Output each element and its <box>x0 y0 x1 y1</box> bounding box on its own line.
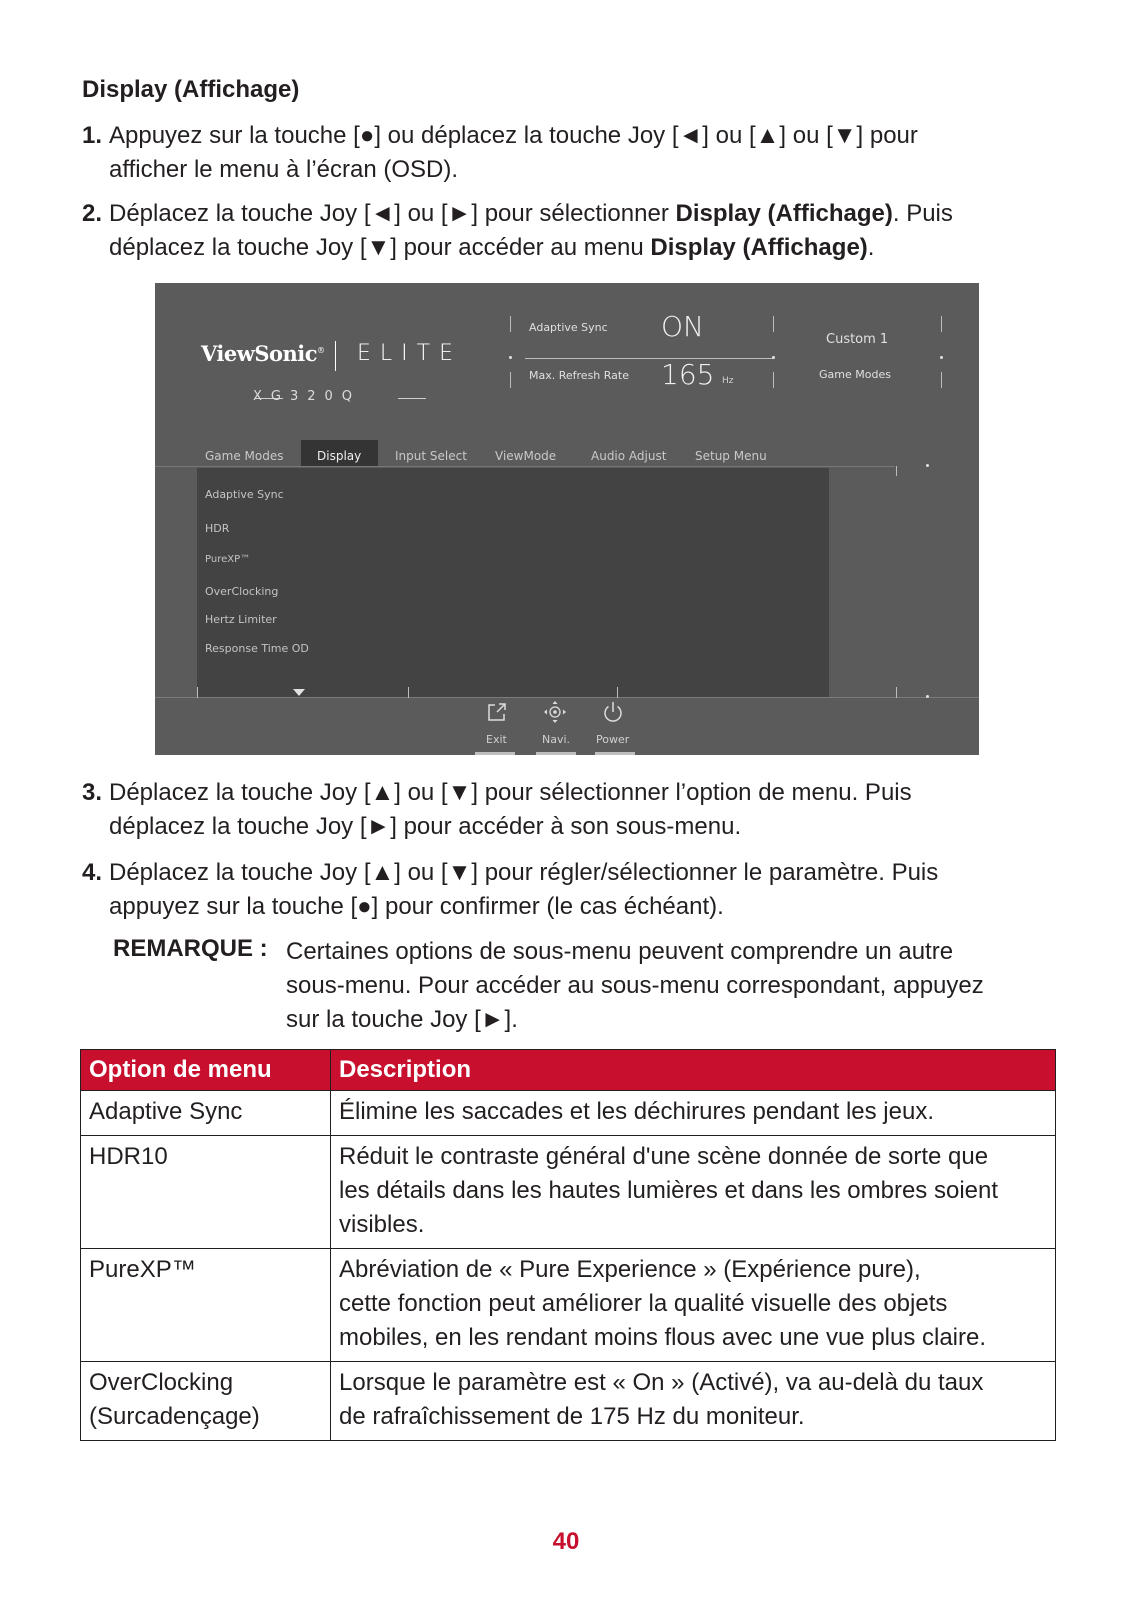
divider <box>773 316 774 332</box>
divider <box>773 372 774 388</box>
divider <box>155 697 979 698</box>
exit-icon[interactable] <box>486 701 508 723</box>
description-text: Élimine les saccades et les déchirures pendant les jeux. <box>339 1098 934 1125</box>
tab-display[interactable]: Display <box>317 449 362 463</box>
navi-button-indicator <box>536 752 576 755</box>
step-text: Appuyez sur la touche [●] ou déplacez la touche Joy [◄] ou [▲] ou [▼] pour <box>109 122 918 149</box>
divider <box>896 466 897 476</box>
step-text: Déplacez la touche Joy [◄] ou [►] pour sélectionner <box>109 200 676 227</box>
preset-label: Game Modes <box>819 368 891 381</box>
step-text: déplacez la touche Joy [▼] pour accéder au menu <box>109 234 651 261</box>
osd-screenshot <box>155 283 979 755</box>
brand-logo: ViewSonic® <box>201 341 325 366</box>
menu-item-purexp[interactable]: PureXP™ <box>205 554 251 565</box>
description-text: mobiles, en les rendant moins flous avec une vue plus claire. <box>339 1324 987 1351</box>
divider <box>398 398 426 399</box>
option-text: (Surcadençage) <box>89 1403 260 1430</box>
menu-item-hertz-limiter[interactable]: Hertz Limiter <box>205 613 277 626</box>
step-text: appuyez sur la touche [●] pour confirmer (le cas échéant). <box>109 893 724 920</box>
adaptive-sync-label: Adaptive Sync <box>529 321 608 334</box>
step-1 <box>82 119 1042 187</box>
divider <box>941 316 942 332</box>
divider <box>408 687 409 698</box>
scroll-down-arrow-icon[interactable] <box>293 689 305 696</box>
remark-line: sur la touche Joy [►]. <box>286 1006 518 1033</box>
remark-line: Certaines options de sous-menu peuvent comprendre un autre <box>286 938 954 965</box>
description-text: Abréviation de « Pure Experience » (Expérience pure), <box>339 1256 921 1283</box>
divider <box>155 466 895 467</box>
preset-value: Custom 1 <box>826 332 889 347</box>
section-title: Display (Affichage) <box>82 76 300 103</box>
menu-options-table <box>80 1049 1056 1441</box>
step-text-bold: Display (Affichage) <box>650 234 868 261</box>
refresh-rate-unit: Hz <box>722 376 734 386</box>
description-cell <box>331 1249 1056 1362</box>
table-row <box>81 1362 1056 1441</box>
step-4 <box>82 856 1042 924</box>
table-row <box>81 1249 1056 1362</box>
menu-item-adaptive-sync[interactable]: Adaptive Sync <box>205 488 284 501</box>
divider <box>525 358 773 359</box>
page-number: 40 <box>552 1528 580 1555</box>
description-text: Lorsque le paramètre est « On » (Activé), va au-delà du taux <box>339 1369 984 1396</box>
tab-viewmode[interactable]: ViewMode <box>495 449 557 463</box>
step-3 <box>82 776 1042 844</box>
step-2 <box>82 197 1042 265</box>
tab-input-select[interactable]: Input Select <box>395 449 467 463</box>
divider-dot <box>772 356 775 359</box>
divider-dot <box>926 695 929 698</box>
option-text: HDR10 <box>89 1143 168 1170</box>
option-cell <box>81 1136 331 1249</box>
navi-label: Navi. <box>542 733 571 746</box>
option-text: PureXP™ <box>89 1256 196 1283</box>
option-cell <box>81 1249 331 1362</box>
step-text: . <box>867 234 875 261</box>
divider <box>197 687 198 698</box>
description-cell <box>331 1091 1056 1136</box>
step-number: 2. <box>82 200 103 227</box>
table-header-row <box>81 1050 1056 1091</box>
joystick-icon[interactable] <box>543 700 567 724</box>
remark-line: sous-menu. Pour accéder au sous-menu correspondant, appuyez <box>286 972 984 999</box>
step-number: 1. <box>82 122 103 149</box>
header-description: Description <box>331 1050 1056 1091</box>
adaptive-sync-value: ON <box>661 310 704 343</box>
step-text: déplacez la touche Joy [►] pour accéder à son sous-menu. <box>109 813 742 840</box>
exit-label: Exit <box>486 733 507 746</box>
refresh-rate-label: Max. Refresh Rate <box>529 369 629 382</box>
menu-item-response-time-od[interactable]: Response Time OD <box>205 642 309 655</box>
model-name: XG320Q <box>253 389 362 404</box>
description-cell <box>331 1136 1056 1249</box>
logo-divider <box>335 341 336 371</box>
description-text: visibles. <box>339 1211 425 1238</box>
option-text: Adaptive Sync <box>89 1098 243 1125</box>
step-text: Déplacez la touche Joy [▲] ou [▼] pour sélectionner l’option de menu. Puis <box>109 779 912 806</box>
description-text: les détails dans les hautes lumières et dans les ombres soient <box>339 1177 999 1204</box>
option-text: OverClocking <box>89 1369 234 1396</box>
tab-audio-adjust[interactable]: Audio Adjust <box>591 449 667 463</box>
remark-label: REMARQUE : <box>113 935 268 962</box>
description-text: cette fonction peut améliorer la qualité visuelle des objets <box>339 1290 948 1317</box>
tab-game-modes[interactable]: Game Modes <box>205 449 284 463</box>
remark-text <box>286 935 1056 1037</box>
table-row <box>81 1091 1056 1136</box>
menu-item-overclocking[interactable]: OverClocking <box>205 585 279 598</box>
power-button-indicator <box>595 752 635 755</box>
tab-setup-menu[interactable]: Setup Menu <box>695 449 767 463</box>
exit-button-indicator <box>475 752 515 755</box>
description-cell <box>331 1362 1056 1441</box>
header-option: Option de menu <box>81 1050 331 1091</box>
power-icon[interactable] <box>601 700 625 724</box>
divider <box>617 687 618 698</box>
divider <box>941 372 942 388</box>
step-text: Déplacez la touche Joy [▲] ou [▼] pour régler/sélectionner le paramètre. Puis <box>109 859 939 886</box>
step-number: 4. <box>82 859 103 886</box>
divider <box>896 687 897 698</box>
divider-dot <box>509 356 512 359</box>
step-text: . Puis <box>892 200 953 227</box>
step-text: afficher le menu à l’écran (OSD). <box>109 156 459 183</box>
divider-dot <box>926 464 929 467</box>
menu-item-hdr[interactable]: HDR <box>205 522 230 535</box>
divider <box>510 372 511 388</box>
description-text: de rafraîchissement de 175 Hz du moniteur. <box>339 1403 805 1430</box>
description-text: Réduit le contraste général d'une scène donnée de sorte que <box>339 1143 989 1170</box>
option-cell <box>81 1362 331 1441</box>
option-cell <box>81 1091 331 1136</box>
menu-panel <box>197 468 829 697</box>
table-row <box>81 1136 1056 1249</box>
power-label: Power <box>596 733 630 746</box>
step-number: 3. <box>82 779 103 806</box>
divider-dot <box>940 356 943 359</box>
series-logo: ELITE <box>357 341 462 366</box>
refresh-rate-value: 165 <box>661 358 715 391</box>
divider <box>510 316 511 332</box>
step-text-bold: Display (Affichage) <box>675 200 893 227</box>
